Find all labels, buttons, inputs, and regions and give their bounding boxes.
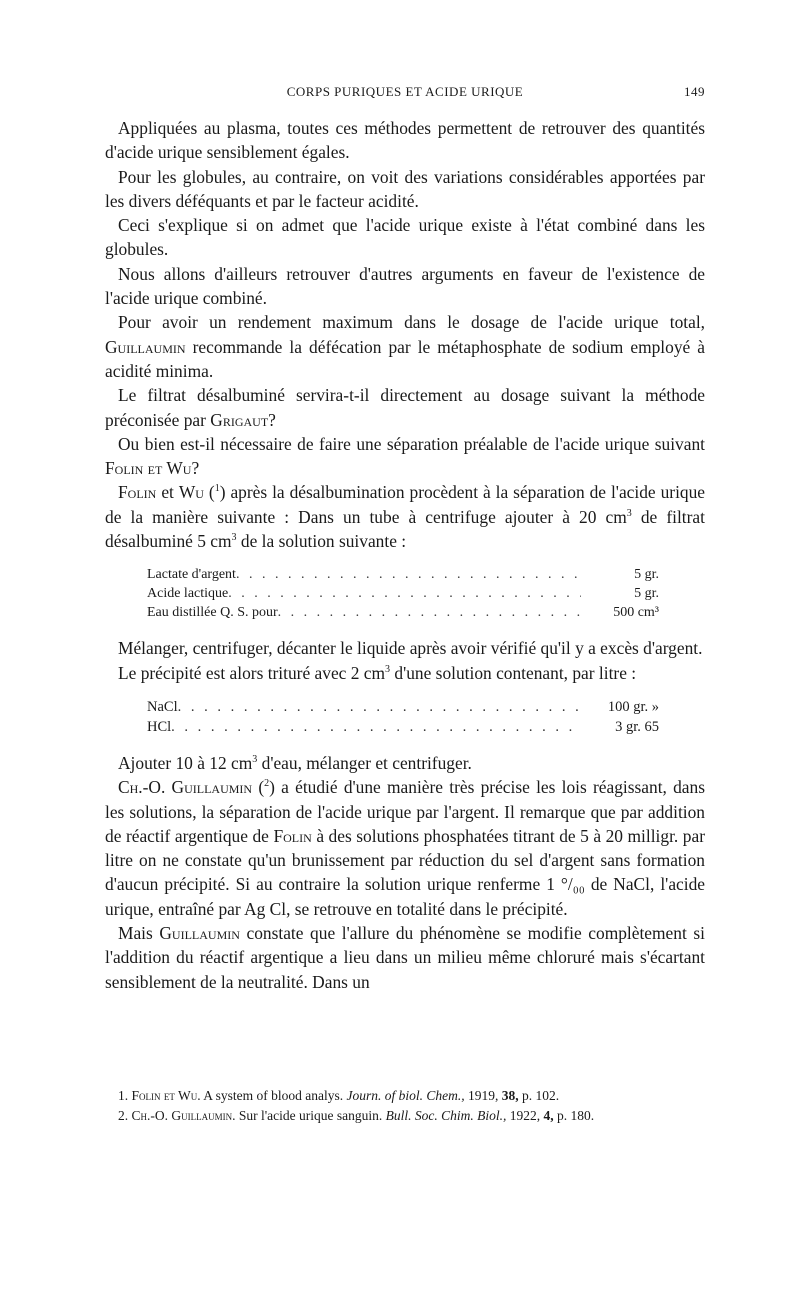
footnote-text: 1919, [468, 1088, 499, 1103]
paragraph [105, 383, 705, 432]
running-title: CORPS PURIQUES ET ACIDE URIQUE [286, 84, 524, 99]
paragraph-text: Appliquées au plasma, toutes ces méthodes permettent de retrouver des quantités d'acide urique sensiblement égales. [105, 118, 705, 163]
paragraph-text: et [161, 482, 174, 503]
exponent: 3 [626, 507, 632, 519]
paragraph [105, 262, 705, 311]
exponent: 3 [231, 532, 237, 544]
footnote-number: 1. [118, 1088, 129, 1103]
paragraph-text: Le filtrat désalbuminé servira-t-il directement au dosage suivant la méthode préconisée par [105, 385, 705, 430]
reagent-table [147, 565, 659, 622]
paragraph-text: d'eau, mélanger et centrifuger. [261, 752, 472, 773]
paragraph [105, 116, 705, 165]
paragraph-text: Pour les globules, au contraire, on voit des variations considérables apportées par les divers déféquants et par le facteur acidité. [105, 166, 705, 211]
paragraph-text: a étudié d'une manière très précise les lois réagissant, dans les solutions, la séparation de l'acide urique par l'argent. Il remarque que par addition de réactif argentique de [105, 777, 705, 846]
author-name: Wu [178, 482, 204, 503]
table-row [147, 565, 659, 584]
paragraph-text: Pour avoir un rendement maximum dans le dosage de l'acide urique total, [118, 312, 705, 333]
footnote-ref: 2 [264, 778, 270, 790]
reagent-label: Acide lactique [147, 586, 229, 602]
solution-table [147, 697, 659, 737]
paragraph [105, 165, 705, 214]
journal-name: Bull. Soc. Chim. Biol., [385, 1108, 507, 1123]
paragraph-text: Mélanger, centrifuger, décanter le liquide après avoir vérifié qu'il y a excès d'argent. [118, 638, 703, 659]
footnote [105, 1086, 705, 1106]
footnote-ref: 1 [214, 483, 220, 495]
paragraph [105, 310, 705, 383]
paragraph-text: de la solution suivante : [240, 531, 407, 552]
paragraph [105, 921, 705, 994]
table-row [147, 603, 659, 622]
running-header [105, 84, 705, 106]
paragraph-text: ? [191, 458, 200, 479]
paragraph-text: après la désalbumination procèdent à la séparation de l'acide urique de la manière suivante : Dans un tube à centrifuge ajouter à 20 cm [105, 482, 706, 527]
paragraph-text: de filtrat désalbuminé 5 cm [105, 506, 705, 552]
dot-leader [236, 565, 581, 584]
table-row [147, 584, 659, 603]
paragraph [105, 213, 705, 262]
reagent-amount: 3 gr. 65 [615, 718, 659, 735]
reagent-label: Lactate d'argent [147, 567, 236, 583]
paragraph-text: Mais [118, 923, 153, 944]
exponent: 3 [252, 754, 258, 766]
paragraph-text: à des solutions phosphatées titrant de 5 à 20 milligr. par litre on ne constate qu'un brunissement par réduction du sel d'argent sans formation d'aucun précipité. Si au contraire la solution urique renferme 1 °/₀₀ de NaCl, l'acide urique, entraîné par Ag Cl, se retrouve en totalité dans le précipité. [105, 825, 705, 919]
author-name: Ch.-O. Guillaumin. [131, 1108, 236, 1123]
table-row [147, 697, 659, 717]
author-name: Grigaut [210, 409, 269, 430]
paragraph-text: Nous allons d'ailleurs retrouver d'autres arguments en faveur de l'existence de l'acide urique combiné. [105, 263, 705, 309]
paragraph-text: d'une solution contenant, par litre : [394, 662, 637, 683]
footnote-text: 1922, [509, 1108, 541, 1123]
paragraph [105, 661, 705, 685]
reagent-amount: 5 gr. [634, 567, 659, 583]
author-name: Folin [118, 482, 157, 503]
dot-leader [178, 697, 581, 717]
paragraph [105, 751, 705, 775]
paragraph: Ch.-O. Guillaumin ($^2$) a étudié d'une manière très précise les lois réagissant, dans les solutions, la séparation de l'acide urique par l'argent. Il remarque que par addition de réactif argentique de Folin à des solutions phosphatées titrant de 5 à 20 milligr. par litre on ne constate qu'un brunissement par réduction du sel d'argent sans formation d'aucun précipité. Si au contraire la solution urique renferme 1 °/₀₀ de NaCl, l'acide urique, entraîné par Ag Cl, se retrouve en totalité dans le précipité. [105, 777, 705, 919]
paragraph-text: Ajouter 10 à 12 cm [118, 752, 253, 773]
paragraph-text: constate que l'allure du phénomène se modifie complètement si l'addition du réactif argentique a lieu dans un milieu même chloruré mais s'écartant sensiblement de la neutralité. Dans un [105, 923, 705, 992]
author-name: Guillaumin [159, 923, 240, 944]
dot-leader [278, 603, 581, 622]
paragraph [105, 432, 705, 481]
paragraph-text: Ou bien est-il nécessaire de faire une séparation préalable de l'acide urique suivant [118, 433, 705, 454]
paragraph: Folin et Wu ($^1$) après la désalbumination procèdent à la séparation de l'acide urique de la manière suivante : Dans un tube à centrifuge ajouter à 20 $cm^3$ de filtrat désalbuminé 5 $cm^3$ de la solution suivante : [105, 482, 706, 552]
footnote-text: A system of blood analys. [203, 1088, 344, 1103]
author-name: Folin et Wu. [131, 1088, 201, 1103]
author-name: Folin et Wu [105, 458, 192, 479]
paragraph-text: recommande la défécation par le métaphosphate de sodium employé à acidité minima. [105, 336, 705, 381]
volume: 4, [543, 1108, 554, 1123]
journal-name: Journ. of biol. Chem., [346, 1088, 465, 1103]
author-name: Guillaumin [105, 336, 186, 357]
paragraph-text: Le précipité est alors trituré avec 2 cm [118, 662, 386, 683]
footnote-text: p. 102. [522, 1088, 560, 1103]
footnote-text: Sur l'acide urique sanguin. [238, 1108, 383, 1123]
footnote-text: p. 180. [557, 1108, 595, 1123]
paragraph [105, 636, 705, 660]
main-text [105, 116, 705, 994]
footnotes [105, 1086, 705, 1126]
footnote [105, 1106, 705, 1126]
table-row [147, 717, 659, 737]
page-number: 149 [684, 84, 705, 99]
footnote-number: 2. [118, 1108, 129, 1123]
reagent-label: Eau distillée Q. S. pour [147, 605, 278, 621]
exponent: 3 [385, 663, 391, 675]
reagent-amount: 5 gr. [634, 586, 659, 602]
paragraph-text: Ceci s'explique si on admet que l'acide urique existe à l'état combiné dans les globules. [105, 215, 705, 260]
author-name: Folin [273, 825, 312, 846]
paragraph-text: ? [268, 409, 276, 430]
reagent-label: HCl [147, 718, 172, 735]
reagent-label: NaCl [147, 698, 178, 715]
reagent-amount: 500 cm³ [613, 605, 659, 621]
author-name: Ch.-O. Guillaumin [118, 777, 253, 798]
dot-leader [171, 717, 581, 737]
volume: 38, [501, 1088, 519, 1103]
dot-leader [228, 584, 581, 603]
reagent-amount: 100 gr. » [607, 698, 659, 715]
